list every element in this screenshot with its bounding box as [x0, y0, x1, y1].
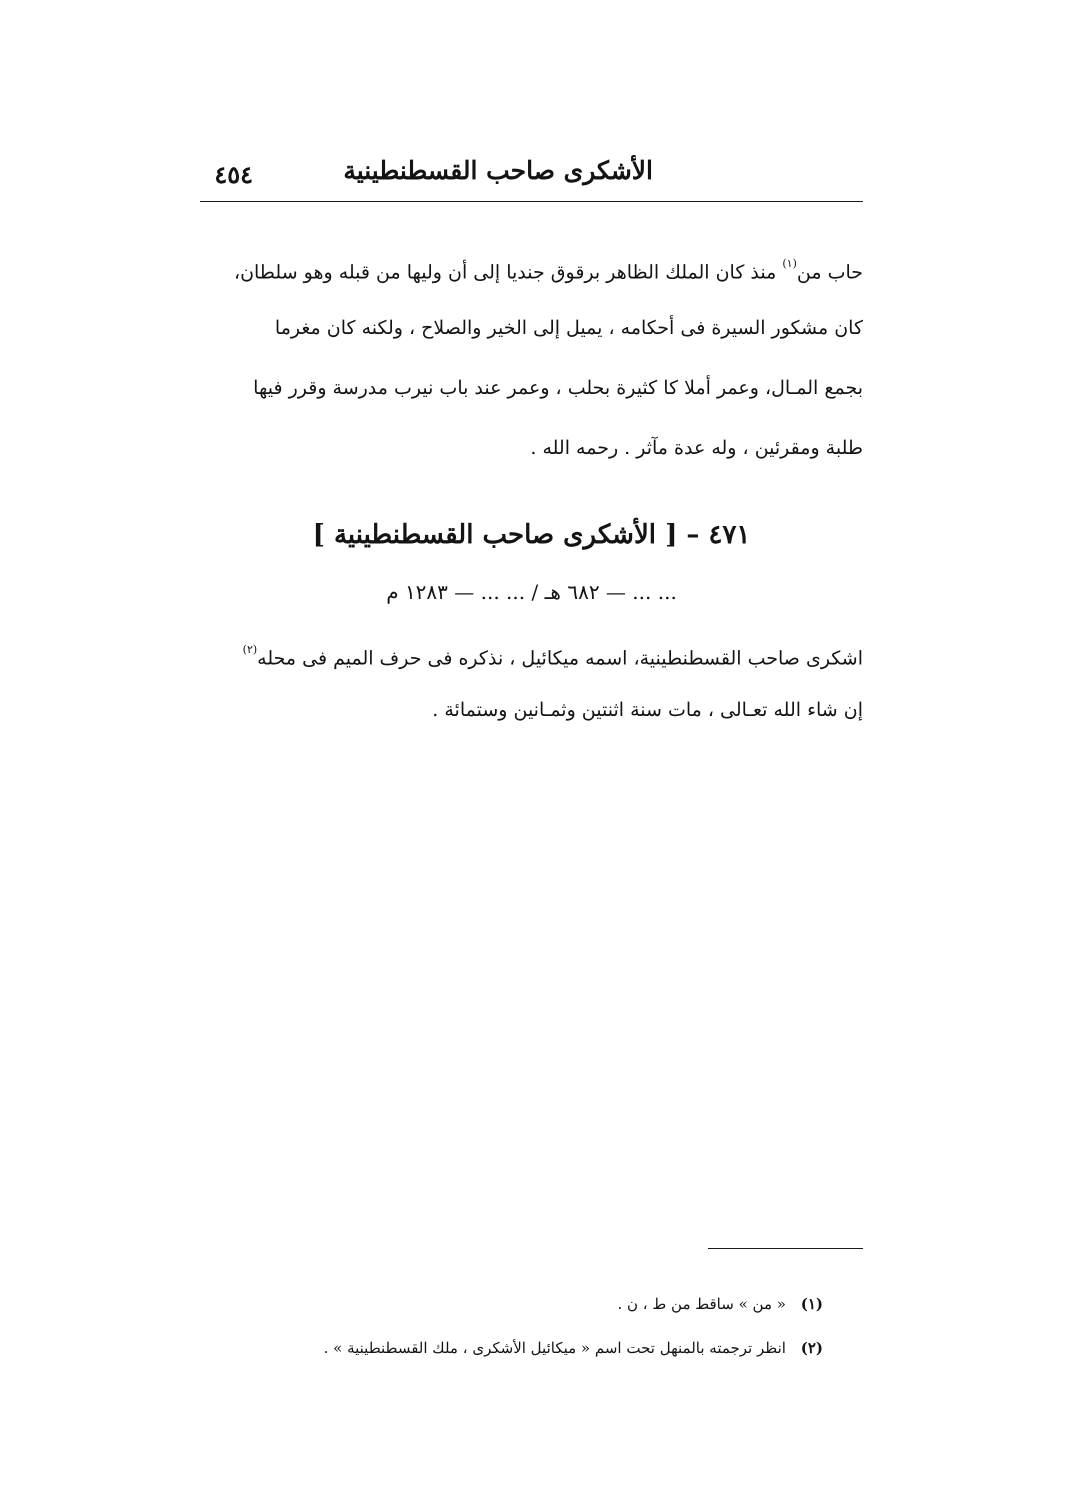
footnote-text: انظر ترجمته بالمنهل تحت اسم « ميكائيل الأشكرى ، ملك القسطنطينية » .	[323, 1339, 786, 1357]
footnote-text: « من » ساقط من ط ، ن .	[617, 1295, 786, 1313]
text-line	[200, 626, 863, 682]
footnote-2	[200, 1326, 823, 1370]
paragraph-entry-471	[200, 626, 863, 738]
text-line	[200, 238, 863, 298]
entry-heading: ٤٧١ – [ الأشكرى صاحب القسطنطينية ]	[312, 520, 751, 550]
footnote-reference[interactable]: (١)	[782, 257, 797, 270]
text-line: إن شاء الله تعـالى ، مات سنة اثنتين وثمـانين وستمائة .	[432, 699, 863, 721]
footnote-rule	[708, 1248, 863, 1249]
running-header-title: الأشكرى صاحب القسطنطينية	[343, 156, 653, 185]
page-number: ٤٥٤	[214, 160, 253, 189]
footnotes	[200, 1282, 823, 1370]
running-header	[200, 150, 863, 198]
header-rule	[200, 201, 863, 202]
text-line-rest: منذ كان الملك الظاهر برقوق جنديا إلى أن وليها من قبله وهو سلطان،	[233, 261, 777, 284]
text-line: طلبة ومقرئين ، وله عدة مآثر . رحمه الله .	[530, 437, 863, 459]
entry-dates: ... ... — ٦٨٢ هـ / ... ... — ١٢٨٣ م	[386, 580, 677, 604]
word-min: من	[796, 261, 822, 284]
footnote-mark: (١)	[800, 1295, 823, 1313]
text-line-start: حاب	[827, 261, 863, 284]
paragraph-biography-continuation	[200, 238, 863, 478]
text-line: كان مشكور السيرة فى أحكامه ، يميل إلى الخير والصلاح ، ولكنه كان مغرما	[274, 317, 863, 339]
text-line-content: اشكرى صاحب القسطنطينية، اسمه ميكائيل ، نذكره فى حرف الميم فى محله	[257, 647, 863, 670]
footnote-1	[200, 1282, 823, 1326]
footnote-reference[interactable]: (٢)	[242, 643, 258, 656]
footnote-mark: (٢)	[800, 1339, 823, 1357]
text-line: بجمع المـال، وعمر أملا كا كثيرة بحلب ، وعمر عند باب نيرب مدرسة وقرر فيها	[253, 377, 863, 399]
